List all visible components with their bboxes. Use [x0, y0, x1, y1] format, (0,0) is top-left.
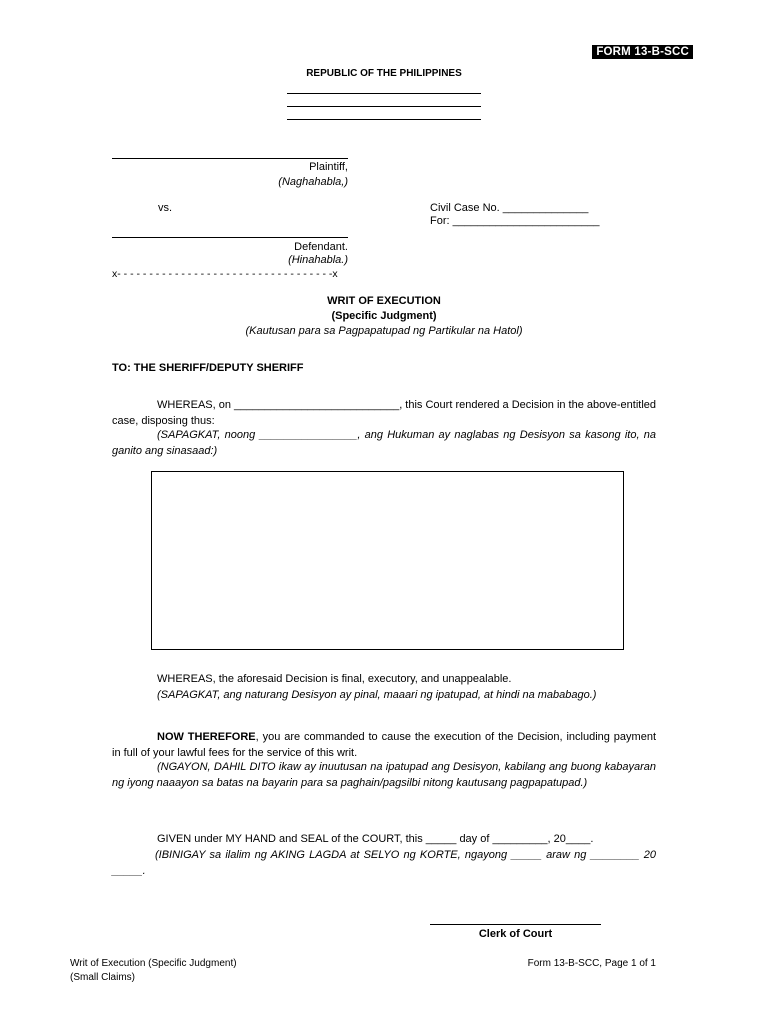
versus-text: vs.: [158, 202, 173, 214]
court-location-blank: [287, 119, 481, 120]
defendant-label-filipino: (Hinahabla.): [288, 254, 348, 266]
plaintiff-name-blank: [112, 158, 348, 159]
now-therefore-paragraph: [112, 729, 656, 761]
whereas-final-paragraph: WHEREAS, the aforesaid Decision is final, executory, and unappealable.: [157, 673, 512, 685]
now-therefore-lead: NOW THEREFORE: [157, 731, 256, 743]
footer-page-number: Form 13-B-SCC, Page 1 of 1: [527, 958, 656, 969]
caption-separator: x- - - - - - - - - - - - - - - - - - - - - - - - - - - - - - - - - -x: [112, 268, 338, 280]
plaintiff-label-filipino: (Naghahabla,): [278, 176, 348, 188]
given-paragraph: GIVEN under MY HAND and SEAL of the COURT, this _____ day of _________, 20____.: [157, 833, 594, 845]
clerk-signature-line: [430, 924, 601, 925]
case-nature: For: ________________________: [430, 215, 600, 227]
now-therefore-body: , you are commanded to cause the execution of the Decision, including payment in full of your lawful fees for the service of this writ.: [112, 731, 656, 759]
whereas-decision-paragraph: WHEREAS, on ___________________________, this Court rendered a Decision in the above-entitled case, disposing thus:: [112, 399, 657, 427]
court-name-blank: [287, 93, 481, 94]
footer-form-title: Writ of Execution (Specific Judgment): [70, 958, 237, 969]
republic-heading: REPUBLIC OF THE PHILIPPINES: [306, 68, 462, 79]
footer-form-category: (Small Claims): [70, 972, 135, 983]
decision-dispositive-box: [151, 471, 624, 650]
form-number-badge: FORM 13-B-SCC: [592, 45, 693, 59]
clerk-of-court-label: Clerk of Court: [478, 928, 553, 940]
whereas-final-paragraph-filipino: (SAPAGKAT, ang naturang Desisyon ay pinal, maaari ng ipatupad, at hindi na mababago.): [157, 689, 597, 701]
document-subtitle: (Specific Judgment): [331, 310, 437, 322]
civil-case-number: Civil Case No. ______________: [430, 202, 589, 214]
addressee: TO: THE SHERIFF/DEPUTY SHERIFF: [112, 362, 304, 374]
now-therefore-paragraph-filipino: (NGAYON, DAHIL DITO ikaw ay inuutusan na ipatupad ang Desisyon, kabilang ang buong kabayaran ng iyong naaayon sa batas na bayarin para sa paghain/pagsilbi nitong kautusang pagpapatupad.): [112, 761, 656, 789]
document-title-filipino: (Kautusan para sa Pagpapatupad ng Partikular na Hatol): [245, 325, 523, 337]
court-branch-blank: [287, 106, 481, 107]
defendant-name-blank: [112, 237, 348, 238]
defendant-label: Defendant.: [294, 241, 348, 253]
document-title: WRIT OF EXECUTION: [327, 295, 441, 307]
given-paragraph-filipino: (IBINIGAY sa ilalim ng AKING LAGDA at SELYO ng KORTE, ngayong _____ araw ng ________ 20 _____.: [112, 849, 656, 877]
whereas-decision-paragraph-filipino: (SAPAGKAT, noong ________________, ang Hukuman ay naglabas ng Desisyon sa kasong ito, na ganito ang sinasaad:): [112, 429, 656, 457]
plaintiff-label: Plaintiff,: [309, 161, 348, 173]
